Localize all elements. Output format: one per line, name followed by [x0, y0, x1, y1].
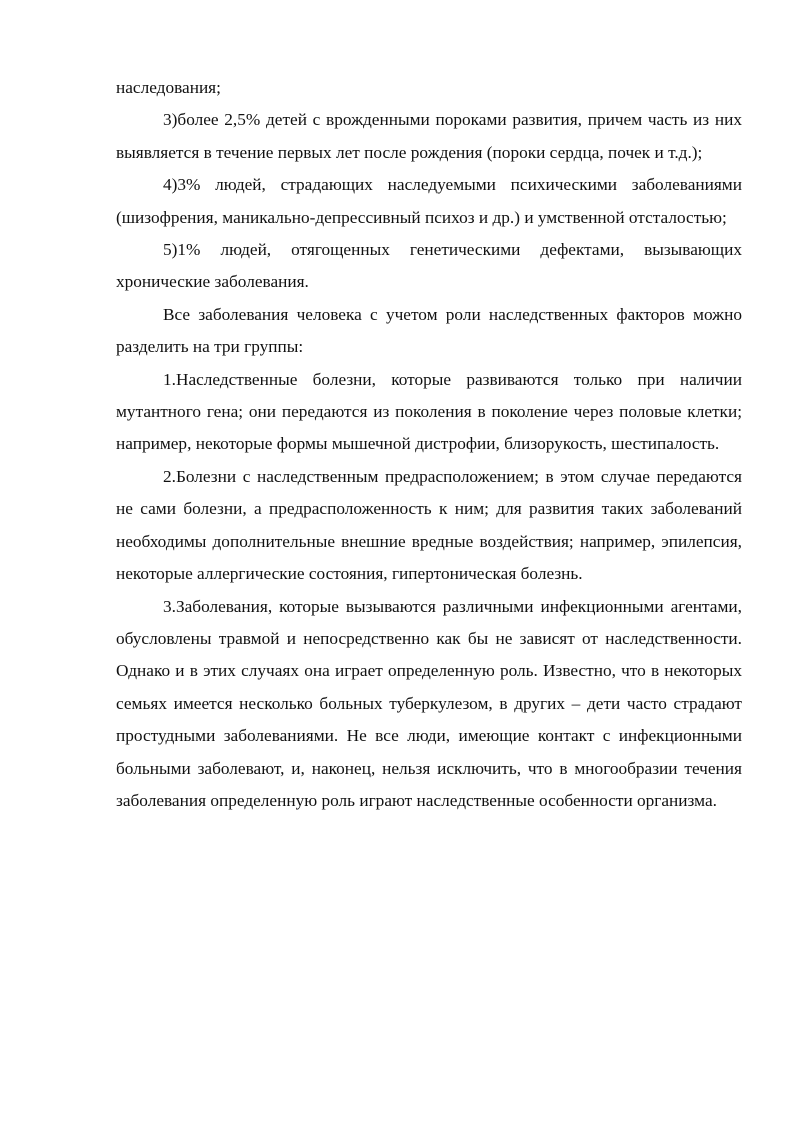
- paragraph-inheritance-tail: наследования;: [116, 78, 221, 97]
- paragraph-groups-intro: Все заболевания человека с учетом роли наследственных факторов можно разделить на три группы:: [116, 304, 742, 357]
- paragraph-group-1: 1.Наследственные болезни, которые развиваются только при наличии мутантного гена; они передаются из поколения в поколение через половые клетки; например, некоторые формы мышечной дистрофии, близорукость, шестипалость.: [116, 369, 742, 454]
- paragraph-group-2: 2.Болезни с наследственным предрасположением; в этом случае передаются не сами болезни, а предрасположенность к ним; для развития таких заболеваний необходимы дополнительные внешние вредные воздействия; например, эпилепсия, некоторые аллергические состояния, гипертоническая болезнь.: [116, 466, 742, 584]
- paragraph-group-3: 3.Заболевания, которые вызываются различными инфекционными агентами, обусловлены травмой и непосредственно как бы не зависят от наследственности. Однако и в этих случаях она играет определенную роль. Известно, что в некоторых семьях имеется несколько больных туберкулезом, в других – дети часто страдают простудными заболеваниями. Не все люди, имеющие контакт с инфекционными больными заболевают, и, наконец, нельзя исключить, что в многообразии течения заболевания определенную роль играют наследственные особенности организма.: [116, 596, 742, 810]
- paragraph-item-3: 3)более 2,5% детей с врожденными пороками развития, причем часть из них выявляется в течение первых лет после рождения (пороки сердца, почек и т.д.);: [116, 110, 742, 162]
- paragraph-item-4: 4)3% людей, страдающих наследуемыми психическими заболеваниями (шизофрения, маникально-депрессивный психоз и др.) и умственной отсталостью;: [116, 175, 742, 227]
- body-text: [116, 72, 742, 817]
- paragraph-item-5: 5)1% людей, отягощенных генетическими дефектами, вызывающих хронические заболевания.: [116, 240, 742, 292]
